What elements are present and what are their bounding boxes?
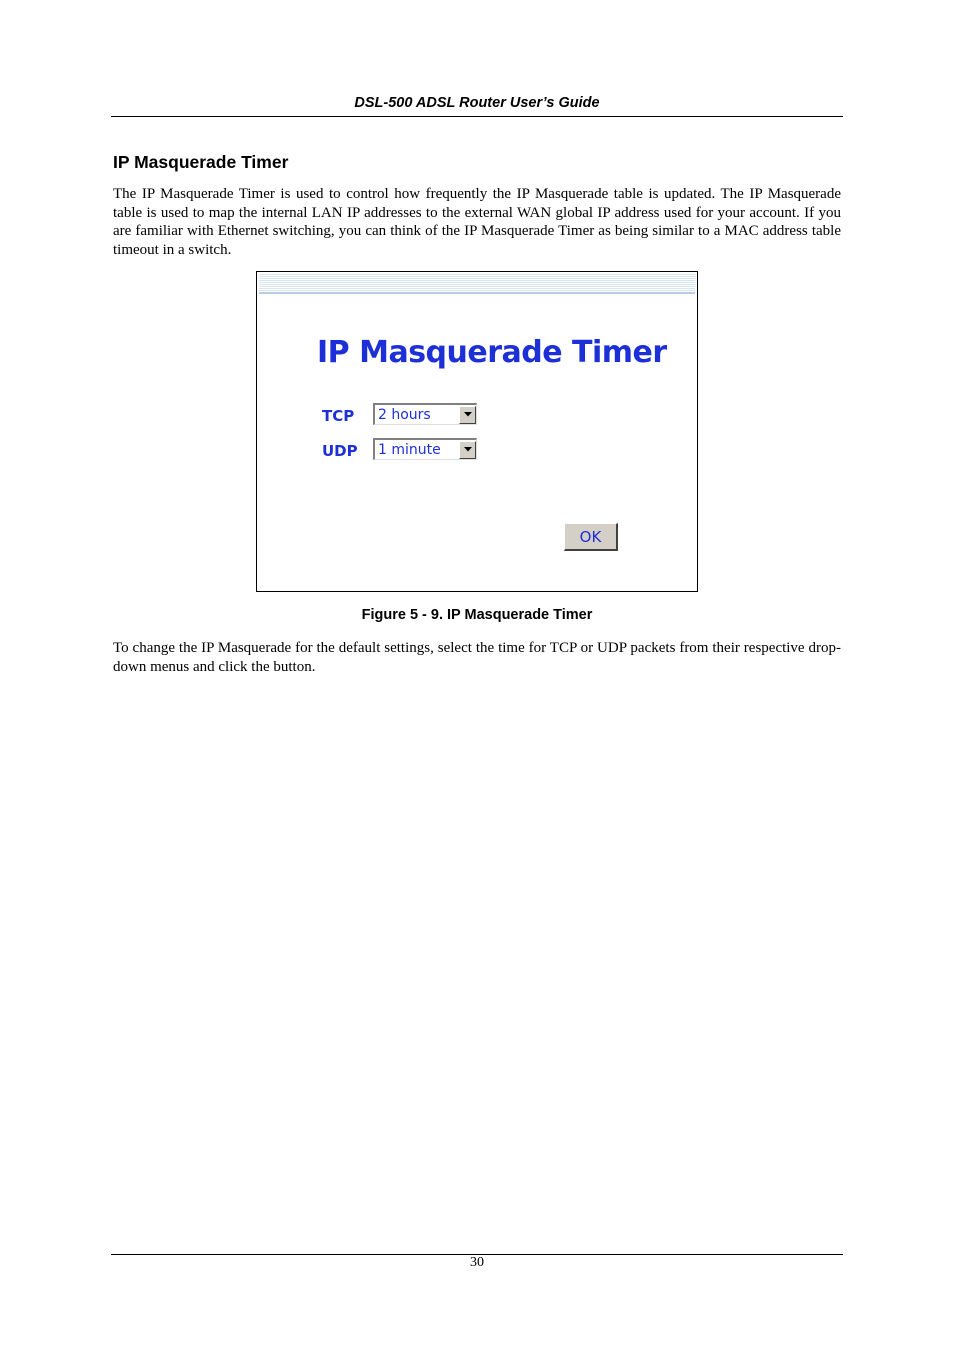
figure-screenshot [256,271,698,592]
tcp-selected-value: 2 hours [378,406,431,423]
page-number: 30 [470,1255,484,1270]
udp-selected-value: 1 minute [378,441,441,458]
instructions-paragraph: To change the IP Masquerade for the default settings, select the time for TCP or UDP packets from their respective drop-down menus and click the button. [113,640,841,675]
figure-page-title: IP Masquerade Timer [317,335,667,370]
udp-timer-select[interactable] [373,438,477,460]
ok-button[interactable]: OK [564,523,618,551]
chevron-down-icon[interactable] [459,441,476,459]
tcp-label: TCP [322,407,355,425]
intro-paragraph: The IP Masquerade Timer is used to control how frequently the IP Masquerade table is updated. The IP Masquerade table is used to map the internal LAN IP addresses to the external WAN global IP address used for your account. If you are familiar with Ethernet switching, you can think of the IP Masquerade Timer as being similar to a MAC address table timeout in a switch. [113,186,841,258]
header-rule [111,116,843,117]
document-header-title: DSL-500 ADSL Router User’s Guide [354,95,600,111]
figure-caption: Figure 5 - 9. IP Masquerade Timer [361,607,593,623]
udp-label: UDP [322,442,358,460]
section-heading: IP Masquerade Timer [113,152,289,172]
figure-header-band [259,274,695,294]
chevron-down-icon[interactable] [459,406,476,424]
tcp-timer-select[interactable] [373,403,477,425]
